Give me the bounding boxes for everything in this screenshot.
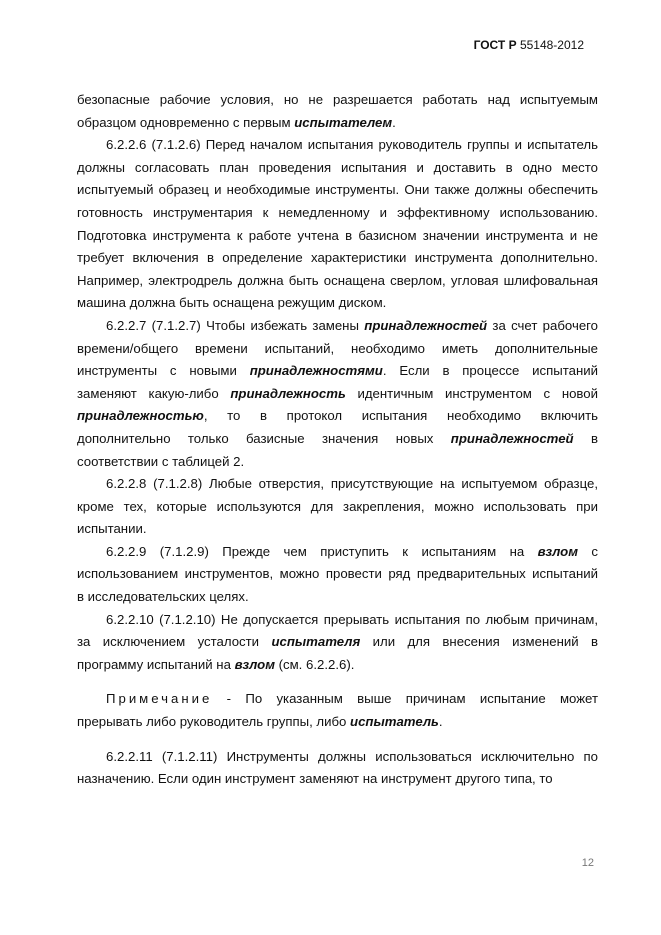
text-line	[77, 179, 598, 202]
text-segment: времени/общего времени испытаний, необходимо иметь дополнительные	[77, 340, 598, 356]
note-label: Примечание	[106, 691, 213, 707]
standard-prefix: ГОСТ Р	[473, 38, 517, 52]
text-line	[77, 270, 598, 293]
text-line	[77, 586, 598, 609]
emphasized-term: испытателем	[294, 114, 393, 130]
emphasized-term: принадлежность	[230, 385, 346, 401]
text-line	[77, 654, 598, 677]
text-segment: программу испытаний на	[77, 656, 235, 672]
emphasized-term: взлом	[537, 543, 578, 559]
text-segment: Например, электродрель должна быть оснащена сверлом, угловая шлифовальная	[77, 272, 598, 288]
document-body	[77, 89, 598, 791]
emphasized-term: принадлежностей	[364, 317, 488, 333]
text-line	[77, 225, 598, 248]
text-segment: . Если в процессе испытаний	[382, 363, 598, 379]
standard-number: 55148-2012	[519, 38, 584, 52]
text-line	[77, 563, 598, 586]
text-line	[77, 496, 598, 519]
emphasized-term: принадлежностей	[450, 430, 574, 446]
text-segment: кроме тех, которые используются для закрепления, можно использовать при	[77, 498, 598, 514]
text-line	[77, 518, 598, 541]
text-segment: соответствии с таблицей 2.	[77, 453, 245, 469]
text-line	[77, 473, 598, 496]
text-segment: 6.2.2.6 (7.1.2.6) Перед началом испытания руководитель группы и испытатель	[106, 137, 598, 153]
text-line	[77, 315, 598, 338]
text-segment: требует включения в определение характеристики инструмента дополнительно.	[77, 250, 598, 266]
emphasized-term: испытатель	[350, 714, 439, 730]
text-segment: заменяют какую-либо	[77, 385, 231, 401]
emphasized-term: взлом	[234, 656, 275, 672]
text-segment: 6.2.2.7 (7.1.2.7) Чтобы избежать замены	[106, 317, 365, 333]
text-segment: или для внесения изменений в	[360, 634, 598, 650]
text-line	[77, 405, 598, 428]
text-segment: 6.2.2.9 (7.1.2.9) Прежде чем приступить к испытаниям на	[106, 543, 538, 559]
text-line	[77, 338, 598, 361]
text-segment: в исследовательских целях.	[77, 589, 249, 605]
text-segment: безопасные рабочие условия, но не разрешается работать над испытуемым	[77, 92, 598, 107]
page-number: 12	[581, 857, 594, 869]
text-line	[77, 746, 598, 769]
text-segment: машина должна быть оснащена режущим диском.	[77, 295, 387, 311]
text-segment: готовность инструментария к немедленному и эффективному использованию.	[77, 204, 598, 220]
emphasized-term: испытателя	[271, 634, 361, 650]
text-line	[77, 688, 598, 711]
text-line	[77, 383, 598, 406]
emphasized-term: принадлежностью	[77, 408, 204, 424]
text-segment: с	[577, 543, 598, 559]
text-segment: 6.2.2.8 (7.1.2.8) Любые отверстия, присутствующие на испытуемом образце,	[106, 476, 598, 492]
text-line	[77, 609, 598, 632]
text-line	[77, 89, 598, 112]
text-line	[77, 541, 598, 564]
page-header	[474, 38, 584, 52]
text-segment: в	[573, 430, 598, 446]
text-segment: использованием инструментов, можно провести ряд предварительных испытаний	[77, 566, 598, 582]
text-segment: (см. 6.2.2.6).	[274, 656, 355, 672]
text-line	[77, 292, 598, 315]
text-line	[77, 247, 598, 270]
text-segment: 6.2.2.11 (7.1.2.11) Инструменты должны использоваться исключительно по	[106, 748, 598, 764]
text-line	[77, 202, 598, 225]
text-line	[77, 428, 598, 451]
paragraph-gap	[77, 676, 598, 688]
text-segment: прерывать либо руководитель группы, либо	[77, 714, 351, 730]
text-line	[77, 360, 598, 383]
text-segment: испытании.	[77, 521, 147, 537]
text-line	[77, 112, 598, 135]
text-segment: должны согласовать план проведения испытания и доставить в одно место	[77, 159, 598, 175]
emphasized-term: принадлежностями	[249, 363, 383, 379]
text-line	[77, 631, 598, 654]
text-segment: .	[392, 114, 396, 130]
text-line	[77, 157, 598, 180]
text-segment: инструменты с новыми	[77, 363, 250, 379]
text-segment: Подготовка инструмента к работе учтена в базисном значении инструмента и не	[77, 227, 598, 243]
text-segment: 6.2.2.10 (7.1.2.10) Не допускается прерывать испытания по любым причинам,	[106, 611, 598, 627]
text-line	[77, 768, 598, 791]
text-segment: испытуемый образец и необходимые инструменты. Они также должны обеспечить	[77, 182, 598, 198]
text-segment: , то в протокол испытания необходимо включить	[203, 408, 598, 424]
paragraph-gap	[77, 734, 598, 746]
text-segment: назначению. Если один инструмент заменяют на инструмент другого типа, то	[77, 771, 553, 787]
text-segment: за счет рабочего	[487, 317, 599, 333]
text-segment: дополнительно только базисные значения новых	[77, 430, 451, 446]
text-segment: идентичным инструментом с новой	[345, 385, 598, 401]
text-segment: .	[438, 714, 443, 730]
text-segment: за исключением усталости	[77, 634, 272, 650]
text-line	[77, 134, 598, 157]
text-line	[77, 451, 598, 474]
text-segment: образцом одновременно с первым	[77, 114, 295, 130]
text-segment: - По указанным выше причинам испытание может	[212, 691, 598, 707]
text-line	[77, 711, 598, 734]
